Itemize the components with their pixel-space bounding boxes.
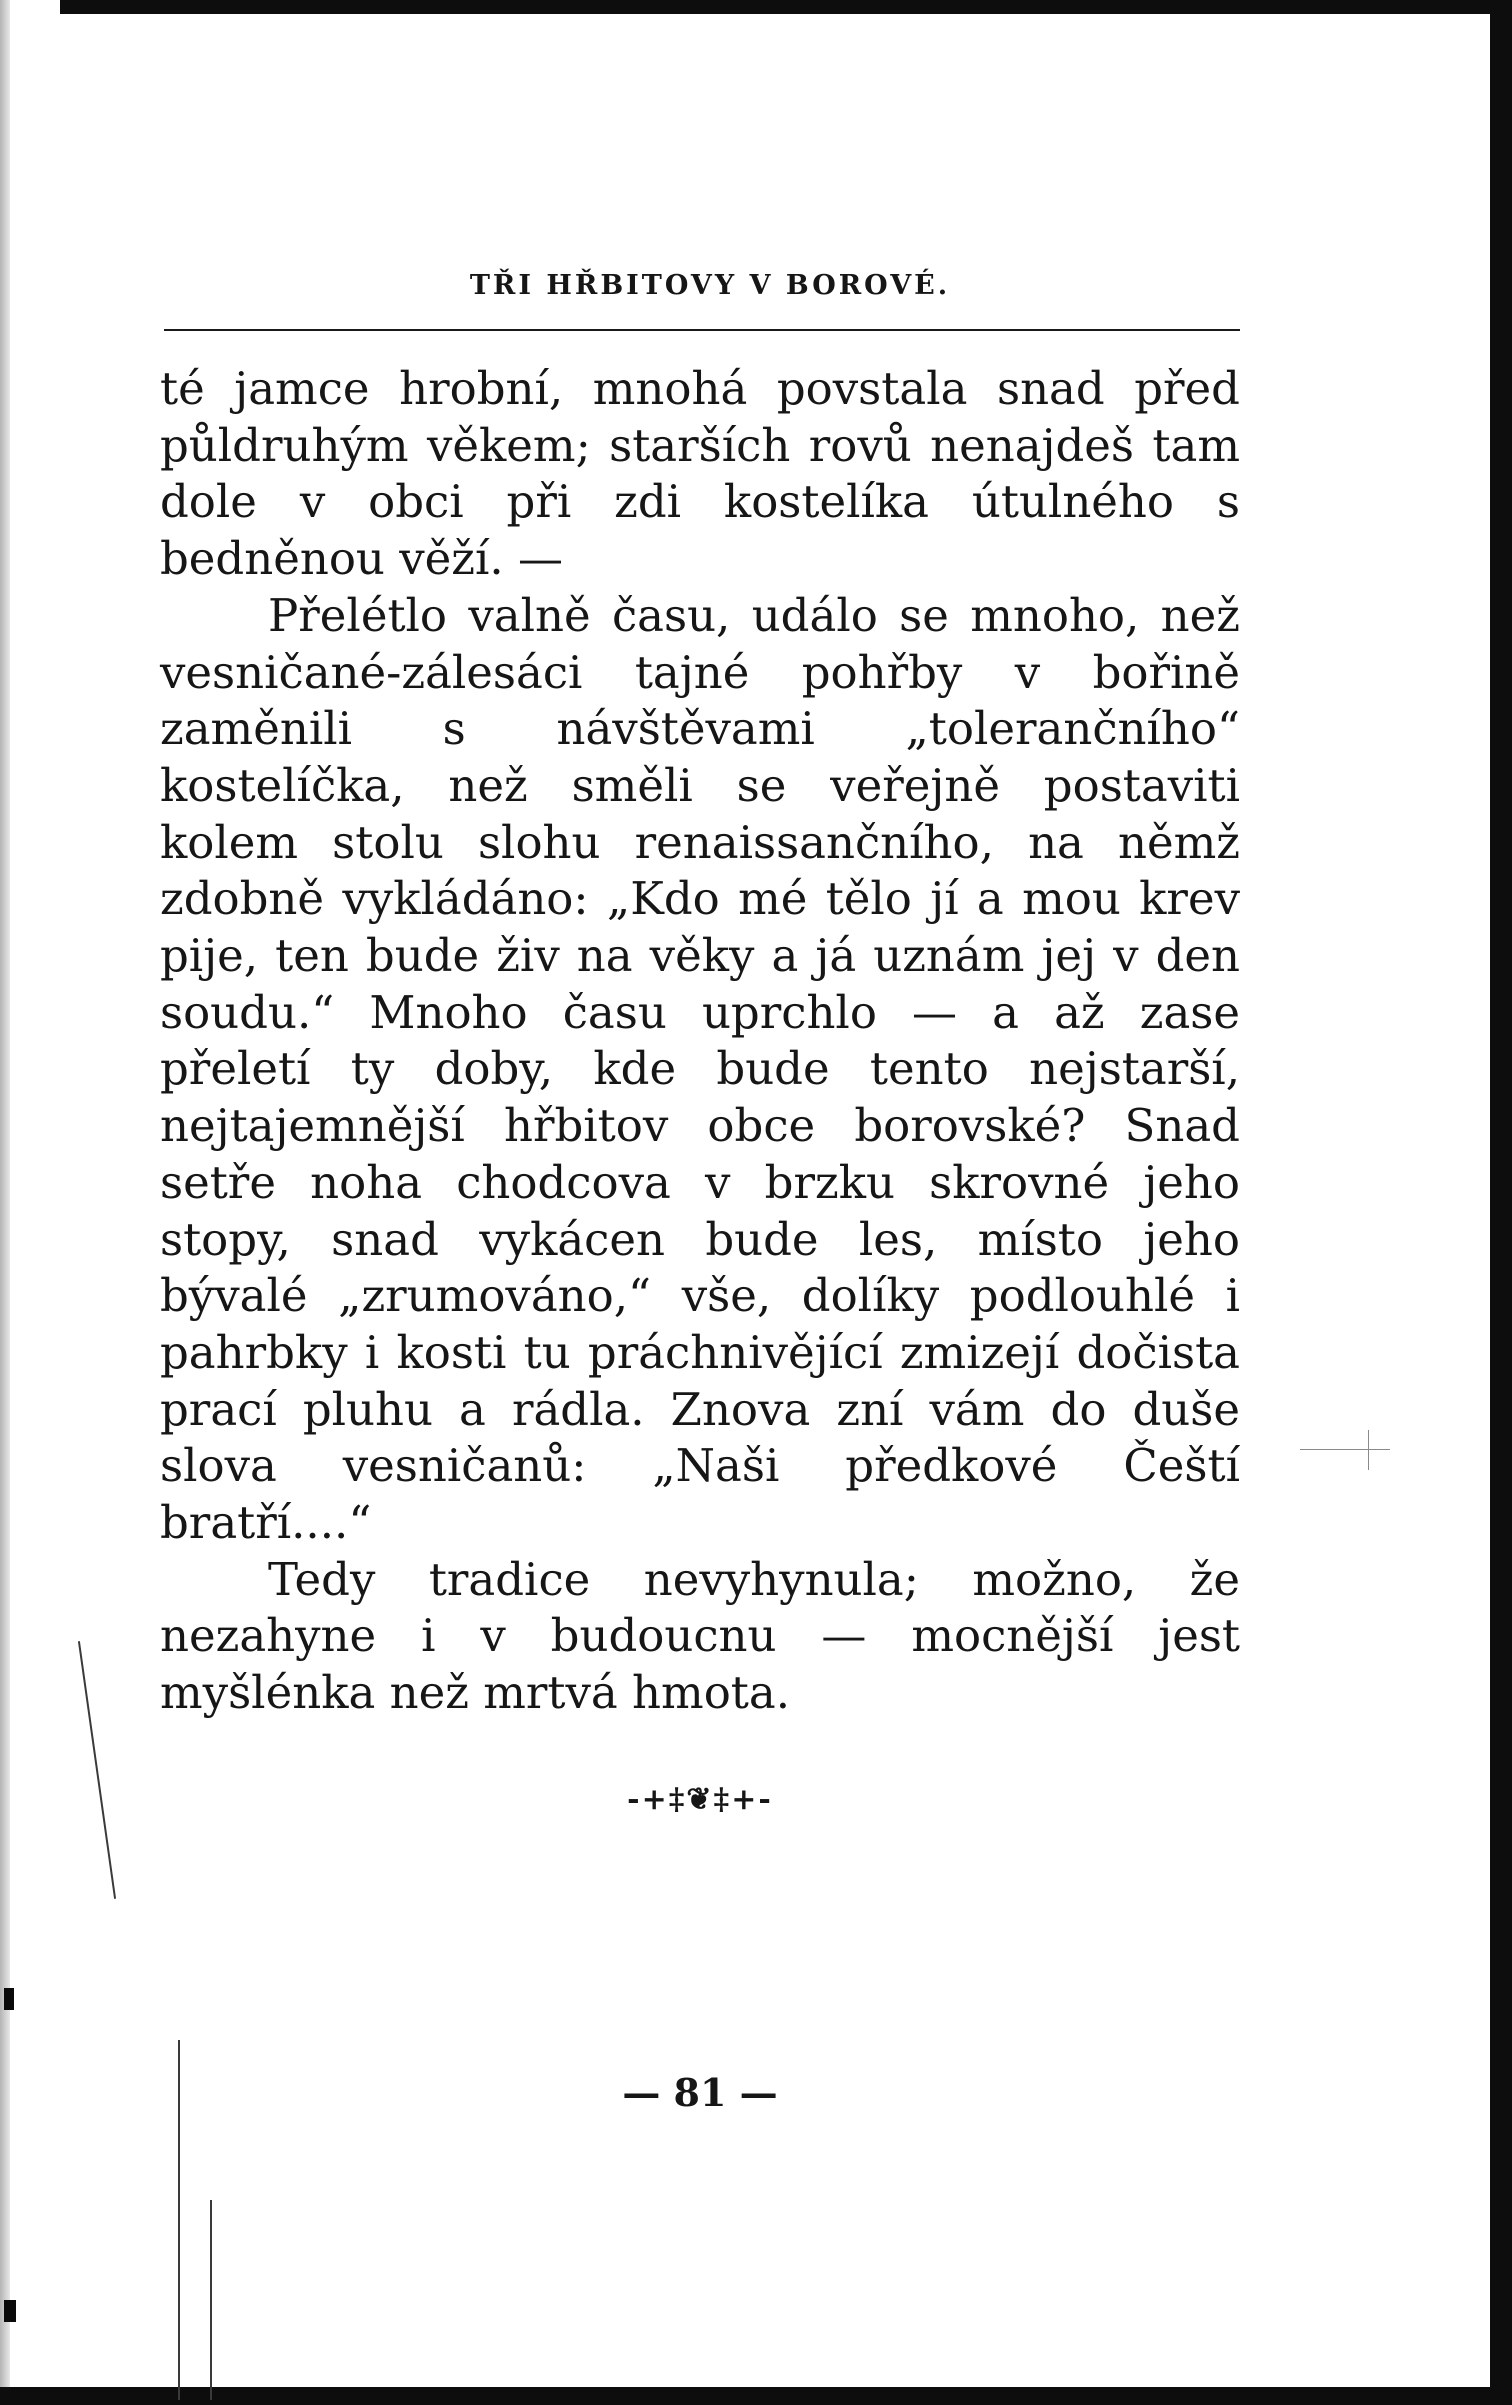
spine-mark xyxy=(4,2300,16,2322)
margin-mark-horizontal xyxy=(1300,1449,1390,1450)
scan-right-edge xyxy=(1490,0,1512,2405)
spine-crease-line xyxy=(210,2200,212,2400)
scan-top-edge xyxy=(60,0,1512,14)
running-head: TŘI HŘBITOVY V BOROVÉ. xyxy=(469,270,951,301)
margin-mark-vertical xyxy=(1368,1430,1369,1470)
spine-mark xyxy=(4,1988,14,2010)
margin-pencil-mark xyxy=(1300,1430,1390,1470)
header-rule xyxy=(164,329,1240,331)
scan-bottom-edge xyxy=(0,2387,1512,2405)
paragraph-2: Přelétlo valně času, událo se mnoho, než vesničané-zálesáci tajné pohřby v bořině zaměnili s návštěvami „tolerančního“ kostelíčka, než směli se veřejně postaviti kolem stolu slohu renaissančního, na němž zdobně vykládáno: „Kdo mé tělo jí a mou krev pije, ten bude živ na věky a já uznám jej v den soudu.“ Mnoho času uprchlo — a až zase přeletí ty doby, kde bude tento nejstarší, nejtajemnější hřbitov obce borovské? Snad setře noha chodcova v brzku skrovné jeho stopy, snad vykácen bude les, místo jeho bývalé „zrumováno,“ vše, dolíky podlouhlé i pahrbky i kosti tu práchnivějící zmizejí dočista prací pluhu a rádla. Znova zní vám do duše slova vesničanů: „Naši předkové Čeští bratří....“ xyxy=(160,588,1240,1550)
section-ornament: -+‡❦‡+- xyxy=(627,1781,773,1817)
book-spine-shadow xyxy=(0,0,10,2405)
paragraph-1: té jamce hrobní, mnohá povstala snad před půldruhým věkem; starších rovů nenajdeš tam dole v obci při zdi kostelíka útulného s bedněnou věží. — xyxy=(160,362,1240,586)
page-number: — 81 — xyxy=(622,2070,778,2115)
body-text xyxy=(160,361,1240,1722)
spine-crease-line xyxy=(78,1641,116,1899)
book-page xyxy=(160,270,1240,2115)
paragraph-3: Tedy tradice nevyhynula; možno, že nezahyne i v budoucnu — mocnější jest myšlénka než mrtvá hmota. xyxy=(160,1552,1240,1720)
